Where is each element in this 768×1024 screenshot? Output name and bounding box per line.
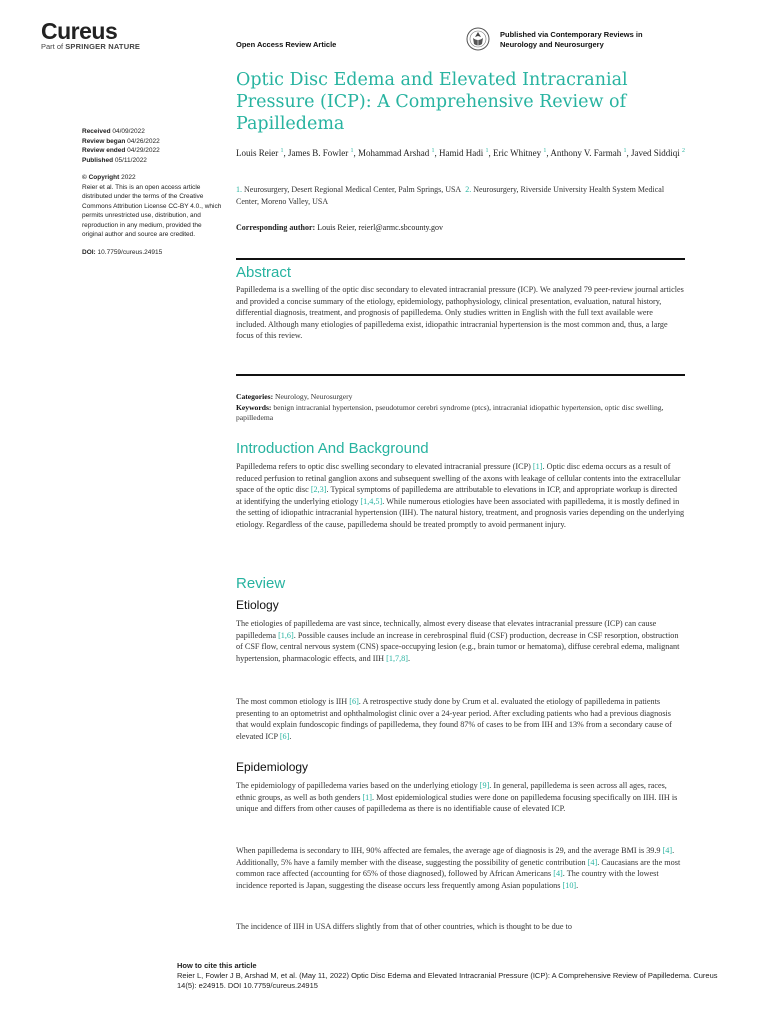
published-via: [500, 30, 643, 50]
intro-paragraph: [236, 461, 685, 530]
review-began-row: [82, 137, 222, 147]
text: . Typical symptoms of papilledema are attributable to elevations in ICP, and appropriate workup is directed at identifying the underlying etiology: [236, 485, 678, 506]
citation-link[interactable]: [4]: [662, 846, 673, 855]
text: . In general, papilledema is seen across all ages, races, ethnic groups, as well as both genders: [236, 781, 667, 802]
epidemiology-paragraph-3: The incidence of IIH in USA differs slightly from that of other countries, which is thought to be due to: [236, 922, 572, 931]
divider: [236, 374, 685, 376]
text: When papilledema is secondary to IIH, 90% affected are females, the average age of diagnosis is 29, and the average BMI is 39.9: [236, 846, 663, 855]
author-link[interactable]: Mohammad Arshad: [358, 148, 430, 158]
review-heading: Review: [236, 575, 286, 592]
text: .: [289, 731, 292, 741]
author-affil-mark: 1: [485, 148, 489, 154]
author-link[interactable]: Javed Siddiqi: [631, 148, 680, 158]
text: The epidemiology of papilledema varies based on the underlying etiology: [236, 781, 480, 790]
author-affil-mark: 1: [543, 148, 547, 154]
affil-number: 1.: [236, 185, 242, 194]
citation-link[interactable]: [1]: [532, 462, 543, 471]
text: . The country with the lowest incidence reported is Japan, suggesting the disease occurs less frequently among Asian populations: [236, 869, 659, 890]
citation-link[interactable]: [9]: [479, 781, 490, 790]
etiology-paragraph-2: [236, 696, 685, 742]
author-affil-mark: 1: [623, 148, 627, 154]
how-to-cite: [177, 961, 737, 991]
society-seal-icon: [466, 26, 490, 52]
text: .: [407, 653, 411, 663]
review-ended-date: 04/29/2022: [127, 147, 160, 154]
keywords-value: benign intracranial hypertension, pseudotumor cerebri syndrome (ptcs), intracranial idiopathic hypertension, optic disc swelling, papilledema: [236, 402, 664, 422]
text: Papilledema refers to optic disc swelling secondary to elevated intracranial pressure (ICP): [236, 462, 533, 471]
categories-value: Neurology, Neurosurgery: [275, 392, 353, 401]
published-date: 05/11/2022: [114, 156, 147, 164]
copyright-year: 2022: [121, 174, 136, 181]
author-link[interactable]: Louis Reier: [236, 148, 279, 158]
abstract-heading: Abstract: [236, 264, 292, 281]
text: . Optic disc edema occurs as a result of reduced perfusion to retinal ganglion axons and subsequent swelling of the axons with leakage of cellular contents into the extracellular space of the optic disc: [236, 462, 681, 494]
publisher-prefix: Part of: [41, 42, 66, 51]
cite-heading: How to cite this article: [177, 961, 257, 970]
author-list: Louis Reier $^1$, James B. Fowler $^1$, Mohammad Arshad $^1$, Hamid Hadi $^1$, Eric Whitney $^1$, Anthony V. Farmah $^1$, Javed Siddiqi $^2$: [236, 148, 686, 158]
text: . A retrospective study done by Crum et al. evaluated the etiology of papilledema in patients presenting to an optometrist and ophthalmologist clinic over a 24-year period. After excluding patients who had a previous diagnosis that would explain fundoscopic findings of papilledema, they found 87% of cases to be from IIH and 13% from a secondary cause of elevated ICP: [236, 697, 672, 741]
affil-number: 2.: [465, 185, 472, 194]
citation-link[interactable]: [1,6]: [278, 630, 294, 640]
review-began-date: 04/26/2022: [127, 137, 160, 145]
categories-block: [236, 392, 685, 424]
etiology-heading: Etiology: [236, 598, 279, 612]
corresponding-author: [236, 223, 686, 232]
citation-link[interactable]: [1,4,5]: [360, 496, 383, 506]
text: . While numerous etiologies have been associated with papilledema, it is mostly defined in the setting of idiopathic intracranial hypertension (IIH). The natural history, treatment, and prognosis varies depending on the underlying etiology. Regardless of the cause, papilledema should be treated promptly to avoid permanent injury.: [236, 496, 685, 529]
epidemiology-paragraph-2: [236, 845, 685, 891]
article-title: Optic Disc Edema and Elevated Intracranial Pressure (ICP): A Comprehensive Review of Papilledema: [236, 70, 628, 134]
corresponding-value[interactable]: Louis Reier, reierl@armc.sbcounty.gov: [317, 223, 444, 232]
published-label: Published: [82, 156, 114, 164]
received-date: 04/09/2022: [112, 128, 145, 135]
citation-link[interactable]: [4]: [587, 857, 598, 867]
published-via-line2: Neurology and Neurosurgery: [500, 40, 604, 49]
affiliations: [236, 184, 686, 207]
author-affil-mark: 1: [280, 148, 284, 154]
citation-link[interactable]: [4]: [553, 869, 563, 878]
text: . Caucasians are the most common race affected (accounting for 65% of those diagnosed), followed by African Americans: [236, 857, 681, 878]
review-ended-row: [82, 146, 222, 156]
etiology-paragraph-1: [236, 618, 685, 664]
author-link[interactable]: James B. Fowler: [288, 148, 349, 158]
text: . Possible causes include an increase in cerebrospinal fluid (CSF) production, decrease in CSF resorption, obstruction of CSF flow, central nervous system (CNS) space-occupying lesion (e.g., brain tumor or hematoma), diffuse cerebral edema, malignant hypertension, pharmacologic effects, and IIH: [236, 630, 680, 663]
copyright-label: © Copyright: [82, 174, 120, 181]
copyright-row: [82, 173, 222, 183]
citation-link[interactable]: [1,7,8]: [386, 653, 408, 663]
citation-link[interactable]: [6]: [349, 697, 359, 706]
author-link[interactable]: Hamid Hadi: [439, 148, 484, 158]
publisher-line: [41, 42, 140, 51]
text: . Additionally, 5% have a family member with the disease, suggesting the possibility of genetic contribution: [236, 846, 675, 867]
article-meta: [82, 127, 222, 257]
author-link[interactable]: Eric Whitney: [493, 148, 542, 158]
publisher-brand: SPRINGER NATURE: [65, 42, 141, 51]
author-affil-mark: 1: [350, 148, 354, 154]
divider: [236, 258, 685, 260]
citation-link[interactable]: [6]: [279, 731, 290, 741]
epidemiology-heading: Epidemiology: [236, 760, 309, 774]
affil-text: Neurosurgery, Desert Regional Medical Center, Palm Springs, USA: [244, 185, 462, 194]
license-text: Reier et al. This is an open access article distributed under the terms of the Creative Commons Attribution License CC-BY 4.0., which permits unrestricted use, distribution, and reproduction in any medium, provided the original author and source are credited.: [82, 183, 222, 238]
received-label: Received: [82, 128, 111, 135]
published-row: [82, 156, 222, 166]
keywords-row: [236, 403, 685, 424]
doi-link[interactable]: 10.7759/cureus.24915: [97, 248, 163, 256]
text: .: [576, 880, 579, 890]
abstract-text: Papilledema is a swelling of the optic disc secondary to elevated intracranial pressure (ICP). We analyzed 79 peer-review journal articles and provided a concise summary of the etiology, epidemiology, pathophysiology, clinical presentation, evaluation, natural history, differential diagnosis, treatment, and prognosis of papilledema. Only studies written in English with the full text available were included. Although many etiologies of papilledema exist, idiopathic intracranial hypertension is the most common and, thus, a large focus of this review.: [236, 285, 684, 340]
published-via-line1: Published via Contemporary Reviews in: [500, 30, 643, 39]
review-ended-label: Review ended: [82, 147, 126, 154]
author-affil-mark: 1: [431, 148, 435, 154]
text: The most common etiology is IIH: [236, 697, 350, 706]
text: The etiologies of papilledema are vast since, technically, almost every disease that elevates intracranial pressure (ICP) can cause papilledema: [236, 619, 657, 640]
text: . Most epidemiological studies were done on papilledema focusing specifically on IIH. IIH is unique and differs from other causes of papilledema as there is no identifiable cause of elevated ICP.: [236, 792, 678, 813]
cite-text: Reier L, Fowler J B, Arshad M, et al. (May 11, 2022) Optic Disc Edema and Elevated Intracranial Pressure (ICP): A Comprehensive Review of Papilledema. Cureus 14(5): e24915. DOI 10.7759/cureus.24915: [177, 971, 718, 990]
affil-text: Neurosurgery, Riverside University Health System Medical Center, Moreno Valley, USA: [236, 185, 665, 206]
categories-label: Categories:: [236, 392, 274, 401]
citation-link[interactable]: [1]: [362, 792, 372, 802]
citation-link[interactable]: [2,3]: [310, 485, 327, 494]
author-link[interactable]: Anthony V. Farmah: [550, 148, 622, 158]
cureus-logo: Cureus: [41, 18, 118, 44]
citation-link[interactable]: [10]: [562, 880, 577, 890]
doi-label: DOI:: [82, 248, 96, 256]
keywords-label: Keywords:: [236, 402, 272, 412]
doi-row: [82, 248, 222, 258]
review-began-label: Review began: [82, 137, 126, 145]
corresponding-label: Corresponding author:: [236, 223, 316, 232]
article-type-label: Open Access Review Article: [236, 40, 337, 49]
epidemiology-paragraph-1: [236, 780, 685, 815]
categories-row: [236, 392, 685, 403]
intro-heading: Introduction And Background: [236, 440, 429, 457]
author-affil-mark: 2: [682, 148, 686, 154]
received-row: [82, 127, 222, 137]
